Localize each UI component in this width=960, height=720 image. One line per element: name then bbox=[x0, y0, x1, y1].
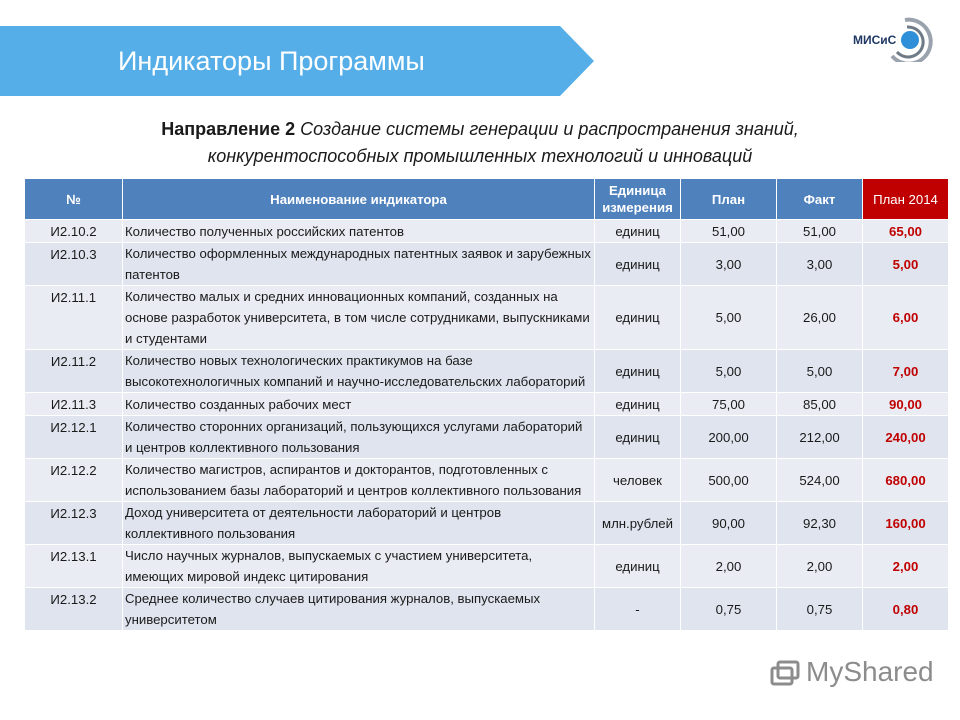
watermark-text: MyShared bbox=[806, 656, 934, 687]
cell-plan: 51,00 bbox=[681, 220, 777, 243]
cell-name: Количество магистров, аспирантов и докторантов, подготовленных с использованием базы лабораторий и центров коллективного пользования bbox=[123, 459, 595, 502]
col-header-name: Наименование индикатора bbox=[123, 179, 595, 220]
cell-plan: 5,00 bbox=[681, 286, 777, 350]
cell-name: Количество сторонних организаций, пользующихся услугами лабораторий и центров коллективного пользования bbox=[123, 416, 595, 459]
cell-fact: 26,00 bbox=[777, 286, 863, 350]
col-header-num: № bbox=[25, 179, 123, 220]
page-title: Индикаторы Программы bbox=[118, 46, 425, 76]
cell-num: И2.10.3 bbox=[25, 243, 123, 286]
cell-plan: 200,00 bbox=[681, 416, 777, 459]
cell-num: И2.12.3 bbox=[25, 502, 123, 545]
logo-text: МИСиС bbox=[853, 33, 897, 47]
cell-unit: млн.рублей bbox=[595, 502, 681, 545]
cell-plan: 75,00 bbox=[681, 393, 777, 416]
cell-plan2014: 160,00 bbox=[863, 502, 949, 545]
cell-unit: единиц bbox=[595, 393, 681, 416]
cell-fact: 212,00 bbox=[777, 416, 863, 459]
cell-name: Число научных журналов, выпускаемых с участием университета, имеющих мировой индекс цитирования bbox=[123, 545, 595, 588]
col-header-plan2014: План 2014 bbox=[863, 179, 949, 220]
cell-plan: 5,00 bbox=[681, 350, 777, 393]
cell-unit: единиц bbox=[595, 350, 681, 393]
cell-name: Среднее количество случаев цитирования журналов, выпускаемых университетом bbox=[123, 588, 595, 631]
table-row bbox=[25, 393, 949, 416]
cell-fact: 51,00 bbox=[777, 220, 863, 243]
cell-num: И2.11.1 bbox=[25, 286, 123, 350]
cell-fact: 0,75 bbox=[777, 588, 863, 631]
table-row bbox=[25, 286, 949, 350]
cell-plan2014: 5,00 bbox=[863, 243, 949, 286]
cell-plan: 0,75 bbox=[681, 588, 777, 631]
indicators-table bbox=[24, 178, 949, 631]
table-row bbox=[25, 243, 949, 286]
cell-num: И2.12.2 bbox=[25, 459, 123, 502]
cell-num: И2.11.3 bbox=[25, 393, 123, 416]
cell-fact: 2,00 bbox=[777, 545, 863, 588]
cell-plan: 90,00 bbox=[681, 502, 777, 545]
cell-unit: единиц bbox=[595, 416, 681, 459]
cell-unit: единиц bbox=[595, 243, 681, 286]
cell-plan2014: 90,00 bbox=[863, 393, 949, 416]
cell-plan: 2,00 bbox=[681, 545, 777, 588]
cell-fact: 92,30 bbox=[777, 502, 863, 545]
col-header-plan: План bbox=[681, 179, 777, 220]
cell-name: Количество оформленных международных патентных заявок и зарубежных патентов bbox=[123, 243, 595, 286]
table-row bbox=[25, 545, 949, 588]
table-row bbox=[25, 220, 949, 243]
cell-fact: 5,00 bbox=[777, 350, 863, 393]
cell-unit: единиц bbox=[595, 220, 681, 243]
cell-plan2014: 7,00 bbox=[863, 350, 949, 393]
table-row bbox=[25, 350, 949, 393]
table-header-row bbox=[25, 179, 949, 220]
cell-name: Доход университета от деятельности лабораторий и центров коллективного пользования bbox=[123, 502, 595, 545]
cell-unit: единиц bbox=[595, 286, 681, 350]
direction-title-line1: Создание системы генерации и распространения знаний, bbox=[300, 119, 799, 139]
watermark-icon bbox=[770, 660, 800, 690]
cell-unit: человек bbox=[595, 459, 681, 502]
cell-plan2014: 6,00 bbox=[863, 286, 949, 350]
cell-name: Количество полученных российских патентов bbox=[123, 220, 595, 243]
cell-unit: единиц bbox=[595, 545, 681, 588]
section-subtitle bbox=[24, 116, 936, 170]
cell-name: Количество новых технологических практикумов на базе высокотехнологичных компаний и научно-исследовательских лабораторий bbox=[123, 350, 595, 393]
cell-num: И2.13.2 bbox=[25, 588, 123, 631]
cell-num: И2.10.2 bbox=[25, 220, 123, 243]
cell-fact: 524,00 bbox=[777, 459, 863, 502]
table-row bbox=[25, 459, 949, 502]
col-header-fact: Факт bbox=[777, 179, 863, 220]
cell-num: И2.13.1 bbox=[25, 545, 123, 588]
cell-plan: 3,00 bbox=[681, 243, 777, 286]
direction-title-line2: конкурентоспособных промышленных технологий и инноваций bbox=[207, 146, 753, 166]
cell-fact: 3,00 bbox=[777, 243, 863, 286]
col-header-unit: Единица измерения bbox=[595, 179, 681, 220]
direction-label: Направление 2 bbox=[161, 119, 296, 139]
cell-fact: 85,00 bbox=[777, 393, 863, 416]
cell-plan2014: 240,00 bbox=[863, 416, 949, 459]
table-row bbox=[25, 502, 949, 545]
cell-plan2014: 680,00 bbox=[863, 459, 949, 502]
cell-plan2014: 0,80 bbox=[863, 588, 949, 631]
cell-num: И2.11.2 bbox=[25, 350, 123, 393]
cell-num: И2.12.1 bbox=[25, 416, 123, 459]
cell-unit: - bbox=[595, 588, 681, 631]
cell-plan2014: 2,00 bbox=[863, 545, 949, 588]
cell-name: Количество малых и средних инновационных компаний, созданных на основе разработок университета, в том числе сотрудниками, выпускниками и студентами bbox=[123, 286, 595, 350]
table-row bbox=[25, 588, 949, 631]
cell-name: Количество созданных рабочих мест bbox=[123, 393, 595, 416]
cell-plan: 500,00 bbox=[681, 459, 777, 502]
cell-plan2014: 65,00 bbox=[863, 220, 949, 243]
table-row bbox=[25, 416, 949, 459]
